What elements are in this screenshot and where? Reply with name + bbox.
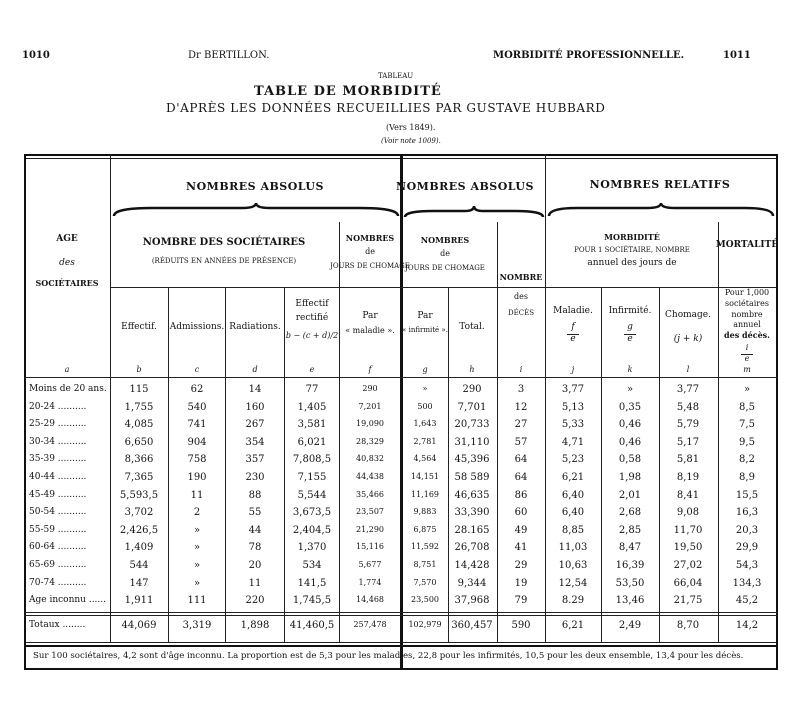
- column-letter-a: a: [64, 365, 70, 374]
- table-row-6-f: 35,466: [356, 489, 384, 499]
- table-row-9-c: »: [193, 542, 201, 554]
- table-subtitle: D'APRÈS LES DONNÉES RECUEILLIES PAR GUSTAVE HUBBARD: [166, 101, 606, 115]
- table-row-6-age: 45-49 ..........: [29, 489, 87, 500]
- table-row-3-b: 6,650: [124, 436, 154, 448]
- table-row-1-b: 1,755: [124, 401, 154, 413]
- table-row-3-f: 28,329: [356, 436, 384, 446]
- table-title: TABLE DE MORBIDITÉ: [254, 84, 442, 99]
- header-nombres-absolus-left: NOMBRES ABSOLUS: [186, 180, 324, 193]
- col-effectif-rectifie-formula: b − (c + d)/2: [285, 331, 339, 340]
- table-row-12-c: 111: [187, 595, 207, 607]
- col-pour-1000-a: Pour 1,000: [724, 288, 770, 297]
- table-row-3-k: 0,46: [618, 436, 642, 448]
- column-letter-d: d: [252, 365, 258, 374]
- table-row-11-age: 70-74 ..........: [29, 577, 87, 588]
- table-row-2-c: 741: [187, 419, 207, 431]
- table-row-12-j: 8.29: [561, 595, 585, 607]
- table-row-1-g: 500: [417, 401, 433, 411]
- table-row-9-m: 29,9: [735, 542, 759, 554]
- totals-row-f: 257,478: [353, 620, 387, 629]
- totals-row-g: 102,979: [408, 620, 442, 629]
- col-effectif-rectifie-b: rectifié: [295, 313, 329, 323]
- col-maladie-num: f: [571, 322, 575, 332]
- header-nombre-deces-c: DÉCÈS: [508, 309, 534, 317]
- col-par-maladie-b: « maladie ».: [345, 326, 395, 335]
- col-par-infirmite-b: « infirmité ».: [402, 326, 448, 334]
- table-row-1-k: 0,35: [618, 401, 642, 413]
- column-letter-g: g: [422, 365, 428, 374]
- column-letter-b: b: [136, 365, 142, 374]
- table-row-3-d: 354: [245, 436, 265, 448]
- table-row-5-j: 6,21: [561, 472, 585, 483]
- table-row-3-g: 2,781: [413, 436, 437, 446]
- table-row-11-c: »: [193, 577, 201, 589]
- table-row-5-b: 7,365: [124, 472, 154, 483]
- table-row-1-e: 1,405: [297, 401, 327, 413]
- table-row-7-h: 33,390: [454, 507, 490, 519]
- table-row-10-m: 54,3: [735, 560, 759, 571]
- table-row-10-c: »: [193, 560, 201, 571]
- table-row-3-h: 31,110: [454, 436, 490, 448]
- table-row-5-age: 40-44 ..........: [29, 472, 87, 482]
- header-nombre-deces-a: NOMBRE: [499, 272, 543, 282]
- table-note: (Voir note 1009).: [381, 137, 441, 145]
- table-row-4-h: 45,396: [454, 454, 490, 466]
- tableau-label: TABLEAU: [378, 72, 414, 80]
- header-jours-chomage-1-b: de: [365, 247, 375, 256]
- col-total: Total.: [459, 322, 485, 332]
- table-row-1-m: 8,5: [739, 401, 755, 413]
- column-letter-i: i: [519, 365, 523, 374]
- totals-row-i: 590: [511, 620, 531, 631]
- table-row-4-m: 8,2: [739, 454, 755, 466]
- table-row-12-e: 1,745,5: [292, 595, 332, 607]
- header-nombre-societaires: NOMBRE DES SOCIÉTAIRES: [142, 237, 306, 248]
- table-row-7-j: 6,40: [561, 507, 585, 519]
- table-row-0-l: 3,77: [676, 384, 700, 395]
- left-page-number: 1010: [22, 50, 50, 61]
- table-row-5-k: 1,98: [618, 472, 642, 483]
- col-par-infirmite-a: Par: [417, 311, 433, 321]
- table-row-8-age: 55-59 ..........: [29, 524, 87, 535]
- col-infirmite-den: e: [627, 334, 633, 344]
- table-row-1-f: 7,201: [358, 401, 382, 411]
- table-row-0-j: 3,77: [561, 384, 585, 395]
- table-row-7-l: 9,08: [676, 507, 700, 519]
- table-row-7-m: 16,3: [735, 507, 759, 519]
- table-row-10-i: 29: [514, 560, 528, 571]
- table-row-9-age: 60-64 ..........: [29, 542, 87, 553]
- table-row-9-j: 11,03: [558, 542, 588, 554]
- table-row-10-f: 5,677: [358, 560, 382, 569]
- totals-row-b: 44,069: [121, 620, 157, 631]
- right-page-number: 1011: [723, 50, 751, 61]
- table-row-11-h: 9,344: [457, 577, 487, 589]
- table-row-1-j: 5,13: [561, 401, 585, 413]
- table-row-6-m: 15,5: [735, 489, 759, 501]
- table-row-2-j: 5,33: [561, 419, 585, 431]
- table-row-0-m: »: [743, 384, 751, 395]
- column-letter-m: m: [743, 365, 751, 374]
- table-row-8-m: 20,3: [735, 524, 759, 536]
- header-morbidite: MORBIDITÉ: [604, 232, 660, 242]
- table-row-1-l: 5,48: [676, 401, 700, 413]
- table-row-7-b: 3,702: [124, 507, 154, 519]
- header-age-societaires: SOCIÉTAIRES: [35, 278, 99, 288]
- totals-row-e: 41,460,5: [289, 620, 335, 631]
- table-row-10-e: 534: [302, 560, 322, 571]
- totals-row-d: 1,898: [240, 620, 270, 631]
- table-row-5-e: 7,155: [297, 472, 327, 483]
- col-effectif-rectifie-a: Effectif: [295, 299, 329, 309]
- table-row-4-k: 0,58: [618, 454, 642, 466]
- table-row-2-age: 25-29 ..........: [29, 419, 87, 430]
- header-age: AGE: [56, 234, 78, 244]
- table-row-9-g: 11,592: [411, 542, 439, 552]
- table-row-9-l: 19,50: [673, 542, 703, 554]
- header-jours-chomage-2-c: JOURS DE CHOMAGE: [405, 264, 485, 272]
- totals-row-j: 6,21: [561, 620, 585, 631]
- table-row-2-h: 20,733: [454, 419, 490, 431]
- table-row-8-c: »: [193, 524, 201, 536]
- table-row-10-d: 20: [248, 560, 262, 571]
- header-age-des: des: [59, 258, 75, 268]
- totals-row-c: 3,319: [182, 620, 212, 631]
- table-row-9-b: 1,409: [124, 542, 154, 554]
- table-row-5-m: 8,9: [739, 472, 755, 483]
- table-row-6-h: 46,635: [454, 489, 490, 501]
- table-row-3-age: 30-34 ..........: [29, 436, 87, 447]
- table-row-3-c: 904: [187, 436, 207, 448]
- table-row-3-j: 4,71: [561, 436, 585, 448]
- totals-row-l: 8,70: [676, 620, 700, 631]
- table-row-0-age: Moins de 20 ans.: [29, 384, 107, 394]
- left-running-title: Dr BERTILLON.: [188, 50, 270, 61]
- table-row-0-f: 290: [362, 384, 378, 393]
- table-row-7-e: 3,673,5: [292, 507, 332, 519]
- col-pour-1000-e: des décès.: [724, 330, 770, 340]
- header-nombres-absolus-mid: NOMBRES ABSOLUS: [396, 180, 534, 193]
- table-row-4-b: 8,366: [124, 454, 154, 466]
- table-row-12-age: Age inconnu ......: [29, 595, 106, 606]
- header-jours-chomage-1-a: NOMBRES: [345, 233, 395, 243]
- table-row-7-age: 50-54 ..........: [29, 507, 87, 518]
- col-pour-1000-b: sociétaires: [725, 299, 769, 308]
- table-row-10-h: 14,428: [454, 560, 490, 571]
- table-row-9-e: 1,370: [297, 542, 327, 554]
- table-row-9-k: 8,47: [618, 542, 642, 554]
- table-row-4-j: 5,23: [561, 454, 585, 466]
- header-nombres-relatifs: NOMBRES RELATIFS: [589, 178, 731, 191]
- table-row-8-l: 11,70: [673, 524, 703, 536]
- table-row-12-d: 220: [245, 595, 265, 607]
- table-row-5-g: 14,151: [411, 472, 439, 481]
- table-row-3-l: 5,17: [676, 436, 700, 448]
- table-row-11-d: 11: [248, 577, 262, 589]
- col-pour-1000-c: nombre: [731, 310, 763, 319]
- brace-absolus-left: [112, 202, 400, 218]
- table-row-2-f: 19,090: [356, 419, 384, 429]
- col-effectif: Effectif.: [121, 322, 157, 332]
- table-row-4-e: 7,808,5: [292, 454, 332, 466]
- table-row-7-i: 60: [514, 507, 528, 519]
- table-row-10-j: 10,63: [558, 560, 588, 571]
- table-row-11-i: 19: [514, 577, 528, 589]
- table-row-7-f: 23,507: [356, 507, 384, 517]
- footnote: Sur 100 sociétaires, 4,2 sont d'âge inconnu. La proportion est de 5,3 pour les maladies, 22,8 pour les infirmités, 10,5 pour les deux ensemble, 13,4 pour les décès.: [33, 651, 744, 661]
- table-row-11-j: 12,54: [558, 577, 588, 589]
- totals-row-k: 2,49: [618, 620, 642, 631]
- table-row-12-f: 14,468: [356, 595, 384, 605]
- col-radiations: Radiations.: [229, 322, 281, 332]
- table-row-8-j: 8,85: [561, 524, 585, 536]
- table-row-5-l: 8,19: [676, 472, 700, 483]
- table-row-6-j: 6,40: [561, 489, 585, 501]
- table-row-3-m: 9,5: [739, 436, 755, 448]
- table-row-10-k: 16,39: [615, 560, 645, 571]
- table-row-11-f: 1,774: [358, 577, 382, 587]
- col-infirmite: Infirmité.: [608, 306, 652, 316]
- col-infirmite-num: g: [627, 322, 633, 332]
- table-row-4-c: 758: [187, 454, 207, 466]
- table-row-2-g: 1,643: [413, 419, 437, 429]
- table-row-8-e: 2,404,5: [292, 524, 332, 536]
- header-jours-chomage-1-c: JOURS DE CHOMAGE: [330, 262, 410, 270]
- table-row-12-h: 37,968: [454, 595, 490, 607]
- table-row-7-k: 2,68: [618, 507, 642, 519]
- table-row-7-c: 2: [193, 507, 201, 519]
- table-row-6-b: 5,593,5: [119, 489, 159, 501]
- table-row-11-b: 147: [129, 577, 149, 589]
- table-row-4-l: 5,81: [676, 454, 700, 466]
- table-row-8-d: 44: [248, 524, 262, 536]
- table-row-2-k: 0,46: [618, 419, 642, 431]
- table-row-0-d: 14: [248, 384, 262, 395]
- table-row-3-i: 57: [514, 436, 528, 448]
- col-ie-den: e: [744, 354, 750, 363]
- table-row-8-i: 49: [514, 524, 528, 536]
- table-row-5-d: 230: [245, 472, 265, 483]
- table-row-6-c: 11: [190, 489, 204, 501]
- table-row-12-i: 79: [514, 595, 528, 607]
- col-maladie: Maladie.: [553, 306, 593, 316]
- table-row-8-b: 2,426,5: [119, 524, 159, 536]
- table-row-9-h: 26,708: [454, 542, 490, 554]
- table-row-7-d: 55: [248, 507, 262, 519]
- col-admissions: Admissions.: [169, 322, 225, 332]
- totals-row-age: Totaux ........: [29, 620, 86, 630]
- table-row-12-m: 45,2: [735, 595, 759, 607]
- table-row-6-k: 2,01: [618, 489, 642, 501]
- brace-absolus-mid: [403, 205, 545, 219]
- table-row-1-age: 20-24 ..........: [29, 401, 87, 412]
- table-row-0-g: »: [422, 384, 428, 393]
- table-row-9-f: 15,116: [356, 542, 384, 552]
- table-row-0-e: 77: [305, 384, 319, 395]
- table-row-4-f: 40,832: [356, 454, 384, 464]
- table-row-10-g: 8,751: [413, 560, 437, 569]
- col-maladie-den: e: [570, 334, 576, 344]
- col-chomage: Chomage.: [665, 310, 711, 320]
- table-row-9-d: 78: [248, 542, 262, 554]
- table-row-12-k: 13,46: [615, 595, 645, 607]
- table-row-2-m: 7,5: [739, 419, 755, 431]
- col-pour-1000-d: annuel: [733, 320, 761, 329]
- table-row-8-f: 21,290: [356, 524, 384, 534]
- table-row-6-d: 88: [248, 489, 262, 501]
- table-row-8-h: 28.165: [454, 524, 490, 536]
- table-row-11-g: 7,570: [413, 577, 437, 587]
- table-row-5-i: 64: [514, 472, 528, 483]
- table-row-10-age: 65-69 ..........: [29, 560, 87, 570]
- table-row-11-e: 141,5: [297, 577, 327, 589]
- table-row-1-d: 160: [245, 401, 265, 413]
- table-years: (Vers 1849).: [386, 123, 436, 132]
- right-running-title: MORBIDITÉ PROFESSIONNELLE.: [493, 50, 685, 61]
- totals-row-h: 360,457: [451, 620, 493, 631]
- column-letter-k: k: [627, 365, 633, 374]
- table-row-4-d: 357: [245, 454, 265, 466]
- header-morbidite-annuel: annuel des jours de: [587, 258, 677, 268]
- table-row-0-b: 115: [129, 384, 149, 395]
- header-jours-chomage-2-b: de: [440, 249, 450, 258]
- header-nombre-deces-b: des: [514, 292, 528, 301]
- table-row-12-b: 1,911: [124, 595, 154, 607]
- column-letter-e: e: [309, 365, 315, 374]
- table-row-8-g: 6,875: [413, 524, 437, 534]
- table-row-4-age: 35-39 ..........: [29, 454, 87, 465]
- brace-relatifs: [547, 202, 775, 218]
- table-row-2-i: 27: [514, 419, 528, 431]
- column-letter-f: f: [368, 365, 372, 374]
- table-row-2-d: 267: [245, 419, 265, 431]
- table-row-1-h: 7,701: [457, 401, 487, 413]
- table-row-5-c: 190: [187, 472, 207, 483]
- table-row-2-l: 5,79: [676, 419, 700, 431]
- totals-row-m: 14,2: [735, 620, 759, 631]
- table-row-10-b: 544: [129, 560, 149, 571]
- table-row-2-e: 3,581: [297, 419, 327, 431]
- table-row-1-c: 540: [187, 401, 207, 413]
- table-row-1-i: 12: [514, 401, 528, 413]
- header-morbidite-pour: POUR 1 SOCIÉTAIRE, NOMBRE: [574, 246, 690, 254]
- table-row-2-b: 4,085: [124, 419, 154, 431]
- table-row-0-h: 290: [462, 384, 482, 395]
- table-row-5-h: 58 589: [454, 472, 490, 483]
- col-chomage-formula: (j + k): [673, 334, 703, 344]
- table-row-6-e: 5,544: [297, 489, 327, 501]
- table-row-8-k: 2,85: [618, 524, 642, 536]
- table-row-6-l: 8,41: [676, 489, 700, 501]
- table-row-12-l: 21,75: [673, 595, 703, 607]
- table-row-0-i: 3: [517, 384, 525, 395]
- table-row-6-g: 11,169: [411, 489, 439, 499]
- column-letter-h: h: [469, 365, 475, 374]
- table-row-4-i: 64: [514, 454, 528, 466]
- table-row-11-m: 134,3: [732, 577, 762, 589]
- table-row-11-l: 66,04: [673, 577, 703, 589]
- column-letter-c: c: [194, 365, 200, 374]
- table-row-5-f: 44,438: [356, 472, 384, 481]
- table-row-9-i: 41: [514, 542, 528, 554]
- header-mortalite: MORTALITÉ: [715, 240, 779, 250]
- table-row-11-k: 53,50: [615, 577, 645, 589]
- header-reduits: (RÉDUITS EN ANNÉES DE PRÉSENCE): [151, 257, 297, 265]
- column-letter-j: j: [571, 365, 575, 374]
- table-row-0-k: »: [626, 384, 634, 395]
- table-row-7-g: 9,883: [413, 507, 437, 517]
- table-row-10-l: 27,02: [673, 560, 703, 571]
- table-row-4-g: 4,564: [413, 454, 437, 464]
- table-row-0-c: 62: [190, 384, 204, 395]
- table-row-3-e: 6,021: [297, 436, 327, 448]
- table-row-12-g: 23,500: [411, 595, 439, 605]
- col-par-maladie-a: Par: [362, 311, 378, 321]
- table-row-6-i: 86: [514, 489, 528, 501]
- col-ie-num: i: [745, 343, 749, 352]
- header-jours-chomage-2-a: NOMBRES: [420, 235, 470, 245]
- column-letter-l: l: [686, 365, 690, 374]
